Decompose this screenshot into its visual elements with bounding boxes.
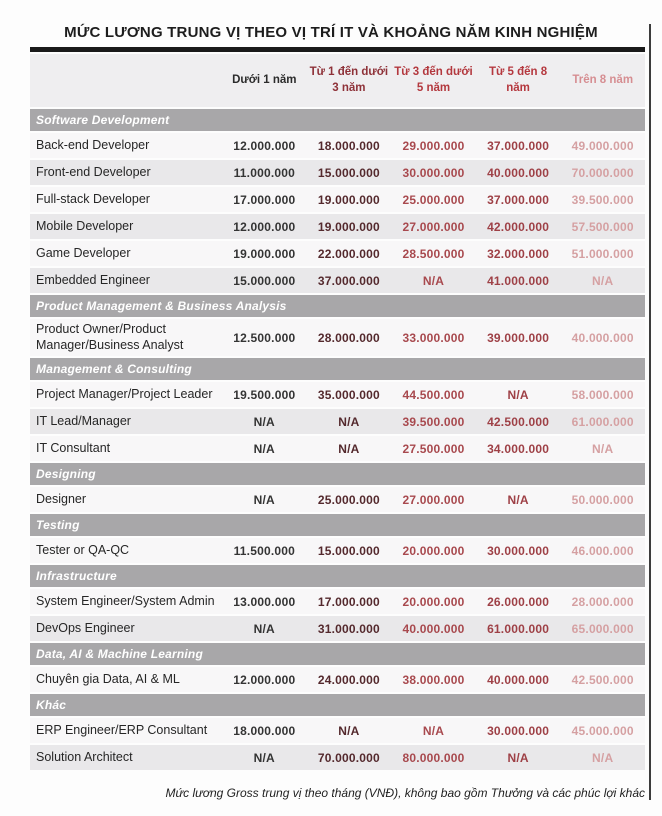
salary-value: 28.500.000: [402, 246, 465, 261]
section-header-label: Khác: [36, 698, 67, 713]
salary-value: 61.000.000: [571, 414, 634, 429]
section-header: [30, 643, 645, 665]
salary-value: N/A: [422, 723, 445, 738]
section-header-label: Testing: [36, 518, 80, 533]
role-label: Game Developer: [36, 245, 131, 260]
salary-value: 49.000.000: [571, 138, 634, 153]
role-label: ERP Engineer/ERP Consultant: [36, 722, 208, 737]
role-label: Full-stack Developer: [36, 191, 150, 206]
salary-value: 50.000.000: [571, 492, 634, 507]
table-row: [30, 745, 645, 770]
salary-value: 29.000.000: [402, 138, 465, 153]
salary-value: 46.000.000: [571, 543, 634, 558]
salary-value: 15.000.000: [317, 165, 380, 180]
salary-value: 19.000.000: [317, 192, 380, 207]
section-header: [30, 295, 645, 317]
role-label: Solution Architect: [36, 749, 133, 764]
table-row: [30, 382, 645, 407]
salary-value: 19.000.000: [233, 246, 296, 261]
section-header-label: Designing: [36, 467, 96, 482]
section-header: [30, 514, 645, 536]
role-label: System Engineer/System Admin: [36, 593, 215, 608]
salary-value: 70.000.000: [571, 165, 634, 180]
salary-value: 40.000.000: [571, 330, 634, 345]
table-row: [30, 589, 645, 614]
salary-value: 35.000.000: [317, 387, 380, 402]
salary-value: 15.000.000: [233, 273, 296, 288]
salary-value: 39.500.000: [571, 192, 634, 207]
role-label: Front-end Developer: [36, 164, 151, 179]
salary-value: 13.000.000: [233, 594, 296, 609]
salary-value: 37.000.000: [487, 138, 550, 153]
role-label: Chuyên gia Data, AI & ML: [36, 671, 180, 686]
salary-value: 42.500.000: [487, 414, 550, 429]
section-header-label: Management & Consulting: [36, 362, 192, 377]
column-header-3: Từ 5 đến 8 năm: [489, 65, 548, 94]
salary-value: 31.000.000: [317, 621, 380, 636]
salary-value: 80.000.000: [402, 750, 465, 765]
salary-value: 24.000.000: [317, 672, 380, 687]
role-label: Tester or QA-QC: [36, 542, 130, 557]
salary-value: 28.000.000: [571, 594, 634, 609]
role-label: Project Manager/Project Leader: [36, 386, 213, 401]
role-label: DevOps Engineer: [36, 620, 135, 635]
column-header-4: Trên 8 năm: [572, 73, 634, 86]
salary-value: N/A: [253, 621, 275, 636]
salary-value: 12.000.000: [233, 138, 296, 153]
salary-value: 17.000.000: [317, 594, 380, 609]
table-row: [30, 214, 645, 239]
salary-value: 44.500.000: [402, 387, 465, 402]
table-footnote: Mức lương Gross trung vị theo tháng (VNĐ), không bao gồm Thưởng và các phúc lợi khác: [165, 786, 645, 801]
table-row: [30, 667, 645, 692]
section-header-label: Product Management & Business Analysis: [36, 299, 287, 313]
salary-value: 38.000.000: [402, 672, 465, 687]
salary-table: [30, 54, 645, 770]
salary-value: 51.000.000: [571, 246, 634, 261]
salary-value: 18.000.000: [233, 723, 296, 738]
salary-value: 26.000.000: [487, 594, 550, 609]
role-label: Designer: [36, 491, 87, 506]
role-label: Mobile Developer: [36, 218, 134, 233]
salary-value: 45.000.000: [571, 723, 634, 738]
page-title: MỨC LƯƠNG TRUNG VỊ THEO VỊ TRÍ IT VÀ KHOẢNG NĂM KINH NGHIỆM: [64, 24, 598, 41]
salary-value: 17.000.000: [233, 192, 296, 207]
salary-value: 30.000.000: [487, 723, 550, 738]
section-header: [30, 109, 645, 131]
table-row: [30, 133, 645, 158]
column-header-0: Dưới 1 năm: [232, 73, 297, 86]
salary-value: 27.000.000: [402, 492, 465, 507]
photo-edge-line: [649, 24, 651, 800]
salary-value: N/A: [592, 273, 614, 288]
table-row: [30, 487, 645, 512]
salary-value: 30.000.000: [402, 165, 465, 180]
section-header-label: Data, AI & Machine Learning: [36, 647, 203, 662]
salary-value: N/A: [592, 441, 614, 456]
salary-value: N/A: [507, 492, 529, 507]
table-row: [30, 718, 645, 743]
table-row: [30, 538, 645, 563]
salary-value: N/A: [338, 414, 360, 429]
salary-value: 70.000.000: [317, 750, 380, 765]
section-header-label: Software Development: [36, 113, 170, 127]
column-header-1: Từ 1 đến dưới 3 năm: [309, 65, 389, 94]
salary-value: 40.000.000: [487, 165, 550, 180]
salary-value: 40.000.000: [487, 672, 550, 687]
salary-value: N/A: [253, 750, 275, 765]
salary-value: N/A: [253, 441, 275, 456]
salary-value: 57.500.000: [571, 219, 634, 234]
table-row: [30, 616, 645, 641]
salary-value: N/A: [338, 723, 360, 738]
table-row: [30, 409, 645, 434]
title-underline-rule: [30, 47, 645, 52]
section-header: [30, 463, 645, 485]
table-row: [30, 268, 645, 293]
salary-value: 20.000.000: [402, 594, 465, 609]
salary-value: 25.000.000: [317, 492, 380, 507]
salary-value: 25.000.000: [402, 192, 465, 207]
role-label: IT Consultant: [36, 440, 111, 455]
salary-value: 40.000.000: [402, 621, 465, 636]
salary-value: 65.000.000: [571, 621, 634, 636]
salary-value: N/A: [507, 387, 529, 402]
salary-value: N/A: [338, 441, 360, 456]
salary-value: 22.000.000: [317, 246, 380, 261]
table-row: [30, 319, 645, 356]
salary-value: 58.000.000: [571, 387, 634, 402]
salary-value: 42.000.000: [487, 219, 550, 234]
column-header-2: Từ 3 đến dưới 5 năm: [394, 65, 473, 94]
salary-value: 39.500.000: [402, 414, 465, 429]
role-label: Embedded Engineer: [36, 272, 150, 287]
salary-value: 27.000.000: [402, 219, 465, 234]
section-header: [30, 358, 645, 380]
salary-value: 27.500.000: [402, 441, 465, 456]
salary-value: 37.000.000: [317, 273, 380, 288]
salary-value: N/A: [422, 273, 445, 288]
salary-value: 19.500.000: [233, 387, 296, 402]
salary-value: N/A: [592, 750, 614, 765]
salary-value: 61.000.000: [487, 621, 550, 636]
salary-value: 28.000.000: [317, 330, 380, 345]
salary-value: N/A: [253, 492, 275, 507]
table-row: [30, 187, 645, 212]
role-label: Product Owner/Product Manager/Business Analyst: [36, 322, 184, 352]
salary-value: N/A: [507, 750, 529, 765]
table-header-row: [30, 54, 645, 107]
salary-value: 30.000.000: [487, 543, 550, 558]
salary-value: 42.500.000: [571, 672, 634, 687]
salary-value: 37.000.000: [487, 192, 550, 207]
salary-value: 11.500.000: [233, 543, 295, 558]
section-header: [30, 565, 645, 587]
salary-value: 20.000.000: [402, 543, 465, 558]
table-row: [30, 436, 645, 461]
salary-value: 12.000.000: [233, 219, 296, 234]
salary-value: 39.000.000: [487, 330, 550, 345]
salary-value: 15.000.000: [317, 543, 380, 558]
salary-value: 32.000.000: [487, 246, 550, 261]
header-role-column-spacer: [30, 77, 222, 85]
section-header-label: Infrastructure: [36, 569, 117, 584]
salary-value: 12.000.000: [233, 672, 296, 687]
salary-value: 33.000.000: [402, 330, 465, 345]
salary-value: N/A: [253, 414, 275, 429]
salary-value: 41.000.000: [487, 273, 550, 288]
salary-value: 12.500.000: [233, 330, 296, 345]
section-header: [30, 694, 645, 716]
salary-value: 19.000.000: [317, 219, 380, 234]
salary-value: 18.000.000: [317, 138, 380, 153]
salary-value: 11.000.000: [233, 165, 295, 180]
table-row: [30, 241, 645, 266]
salary-value: 34.000.000: [487, 441, 550, 456]
table-row: [30, 160, 645, 185]
role-label: IT Lead/Manager: [36, 413, 131, 428]
role-label: Back-end Developer: [36, 137, 150, 152]
